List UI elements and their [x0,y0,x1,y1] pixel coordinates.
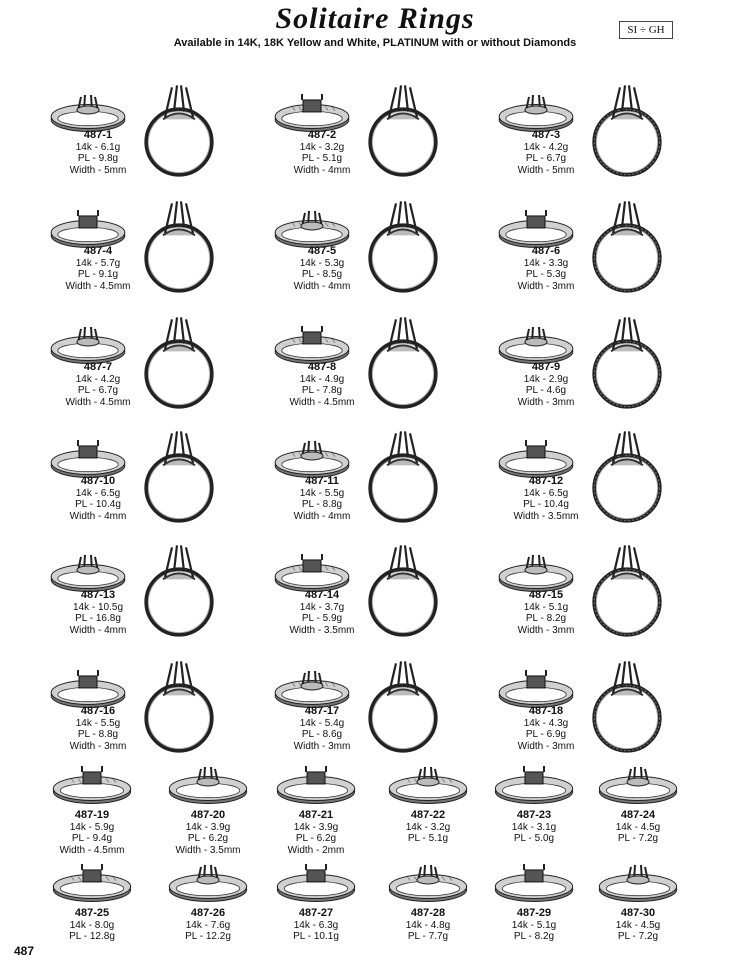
ring-caption [48,130,148,176]
ring-side-view-icon [274,858,358,904]
ring-band-width: Width - 4mm [293,510,351,522]
ring-item[interactable] [268,760,368,856]
ring-item[interactable] [496,542,696,654]
page-subtitle: Available in 14K, 18K Yellow and White, PLATINUM with or without Diamonds [173,37,577,49]
ring-platinum-weight: PL - 8.2g [525,613,567,624]
ring-caption [496,362,596,408]
ring-side-view-icon [48,204,128,250]
ring-code: 487-10 [80,475,116,487]
ring-item[interactable] [496,658,696,770]
ring-caption [272,362,372,408]
ring-side-view-icon [48,434,128,480]
ring-item[interactable] [496,198,696,310]
ring-band-width: Width - 3.5mm [289,624,355,636]
ring-platinum-weight: PL - 6.2g [187,833,229,844]
ring-code: 487-24 [620,809,656,821]
ring-14k-weight: 14k - 5.9g [69,821,115,833]
ring-item[interactable] [268,858,368,954]
page-number: 487 [14,944,35,958]
ring-platinum-weight: PL - 8.8g [77,729,119,740]
ring-caption [486,908,582,943]
ring-side-view-icon [48,320,128,366]
ring-14k-weight: 14k - 5.7g [75,257,121,269]
ring-code: 487-17 [304,705,340,717]
ring-band-width: Width - 3mm [293,740,351,752]
ring-14k-weight: 14k - 3.9g [185,821,231,833]
ring-item[interactable] [380,858,480,954]
ring-caption [48,590,148,636]
ring-side-view-icon [166,858,250,904]
ring-code: 487-29 [516,907,552,919]
ring-14k-weight: 14k - 3.2g [299,141,345,153]
ring-14k-weight: 14k - 4.2g [75,373,121,385]
ring-item[interactable] [380,760,480,856]
ring-front-view-icon [140,198,218,298]
ring-caption [496,476,596,522]
ring-code: 487-30 [620,907,656,919]
ring-platinum-weight: PL - 5.1g [301,153,343,164]
ring-side-view-icon [596,760,680,806]
ring-front-view-icon [140,428,218,528]
ring-item[interactable] [272,542,472,654]
ring-platinum-weight: PL - 8.2g [513,931,555,942]
ring-14k-weight: 14k - 3.2g [405,821,451,833]
ring-14k-weight: 14k - 3.7g [299,601,345,613]
ring-14k-weight: 14k - 3.3g [523,257,569,269]
ring-14k-weight: 14k - 5.4g [299,717,345,729]
ring-code: 487-13 [80,589,116,601]
ring-side-view-icon [272,88,352,134]
ring-side-view-icon [274,760,358,806]
ring-code: 487-12 [528,475,564,487]
ring-platinum-weight: PL - 16.8g [75,613,121,624]
page-title: Solitaire Rings [275,2,475,35]
ring-14k-weight: 14k - 5.5g [75,717,121,729]
ring-code: 487-1 [83,129,113,141]
ring-item[interactable] [160,760,260,856]
grade-badge: SI ÷ GH [619,21,673,39]
ring-front-view-icon [364,198,442,298]
ring-side-view-icon [48,88,128,134]
ring-platinum-weight: PL - 6.7g [77,385,119,396]
ring-14k-weight: 14k - 4.2g [523,141,569,153]
ring-code: 487-25 [74,907,110,919]
ring-item[interactable] [272,428,472,540]
ring-caption [160,810,256,856]
ring-item[interactable] [48,428,248,540]
ring-band-width: Width - 2mm [287,844,345,856]
ring-14k-weight: 14k - 5.3g [299,257,345,269]
ring-caption [486,810,582,845]
ring-platinum-weight: PL - 7.7g [407,931,449,942]
ring-code: 487-8 [307,361,337,373]
ring-front-view-icon [588,198,666,298]
ring-platinum-weight: PL - 7.8g [301,385,343,396]
ring-caption [590,810,686,845]
ring-side-view-icon [596,858,680,904]
ring-item[interactable] [48,658,248,770]
ring-platinum-weight: PL - 5.0g [513,833,555,844]
ring-front-view-icon [364,314,442,414]
ring-14k-weight: 14k - 8.0g [69,919,115,931]
ring-band-width: Width - 3mm [517,624,575,636]
ring-code: 487-11 [305,475,339,487]
ring-platinum-weight: PL - 9.1g [77,269,119,280]
ring-code: 487-7 [83,361,113,373]
ring-item[interactable] [486,858,586,954]
ring-platinum-weight: PL - 7.2g [617,931,659,942]
ring-14k-weight: 14k - 3.1g [511,821,557,833]
ring-front-view-icon [588,658,666,758]
ring-caption [496,706,596,752]
ring-item[interactable] [486,760,586,856]
ring-band-width: Width - 3.5mm [513,510,579,522]
ring-band-width: Width - 4mm [293,164,351,176]
ring-14k-weight: 14k - 6.1g [75,141,121,153]
ring-side-view-icon [496,320,576,366]
ring-front-view-icon [588,542,666,642]
ring-code: 487-9 [531,361,561,373]
ring-band-width: Width - 4.5mm [65,280,131,292]
ring-caption [48,476,148,522]
ring-item[interactable] [590,760,690,856]
ring-item[interactable] [272,658,472,770]
ring-front-view-icon [140,314,218,414]
ring-14k-weight: 14k - 4.5g [615,919,661,931]
ring-front-view-icon [364,542,442,642]
ring-item[interactable] [590,858,690,954]
ring-caption [48,706,148,752]
ring-front-view-icon [588,428,666,528]
ring-code: 487-22 [410,809,446,821]
ring-side-view-icon [166,760,250,806]
ring-14k-weight: 14k - 6.5g [75,487,121,499]
ring-caption [272,246,372,292]
ring-side-view-icon [386,858,470,904]
ring-band-width: Width - 3mm [517,280,575,292]
ring-item[interactable] [48,82,248,194]
ring-platinum-weight: PL - 9.4g [71,833,113,844]
ring-front-view-icon [140,542,218,642]
ring-platinum-weight: PL - 10.4g [523,499,569,510]
ring-platinum-weight: PL - 9.8g [77,153,119,164]
ring-side-view-icon [50,858,134,904]
ring-code: 487-6 [531,245,561,257]
ring-item[interactable] [44,858,144,954]
ring-caption [496,246,596,292]
ring-code: 487-19 [74,809,110,821]
ring-14k-weight: 14k - 5.1g [523,601,569,613]
ring-caption [380,810,476,845]
ring-platinum-weight: PL - 12.8g [69,931,115,942]
ring-platinum-weight: PL - 6.7g [525,153,567,164]
ring-front-view-icon [364,658,442,758]
ring-front-view-icon [140,82,218,182]
ring-code: 487-20 [190,809,226,821]
ring-band-width: Width - 3mm [517,396,575,408]
ring-14k-weight: 14k - 3.9g [293,821,339,833]
ring-front-view-icon [364,82,442,182]
ring-side-view-icon [272,320,352,366]
ring-code: 487-3 [531,129,561,141]
ring-platinum-weight: PL - 8.8g [301,499,343,510]
ring-code: 487-15 [528,589,564,601]
ring-item[interactable] [44,760,144,856]
ring-14k-weight: 14k - 4.8g [405,919,451,931]
ring-code: 487-26 [190,907,226,919]
ring-item[interactable] [160,858,260,954]
ring-14k-weight: 14k - 5.1g [511,919,557,931]
ring-front-view-icon [364,428,442,528]
ring-caption [160,908,256,943]
ring-item[interactable] [496,428,696,540]
ring-item[interactable] [48,198,248,310]
ring-band-width: Width - 4.5mm [289,396,355,408]
ring-code: 487-5 [307,245,337,257]
ring-platinum-weight: PL - 10.1g [293,931,339,942]
ring-item[interactable] [272,314,472,426]
ring-code: 487-21 [298,809,334,821]
ring-14k-weight: 14k - 6.3g [293,919,339,931]
ring-band-width: Width - 4mm [293,280,351,292]
ring-caption [272,130,372,176]
ring-caption [496,130,596,176]
ring-side-view-icon [496,664,576,710]
ring-band-width: Width - 3mm [517,740,575,752]
ring-item[interactable] [496,82,696,194]
ring-platinum-weight: PL - 4.6g [525,385,567,396]
ring-code: 487-2 [307,129,337,141]
ring-caption [380,908,476,943]
ring-side-view-icon [48,664,128,710]
ring-caption [268,908,364,943]
ring-caption [496,590,596,636]
ring-caption [44,908,140,943]
ring-14k-weight: 14k - 2.9g [523,373,569,385]
ring-band-width: Width - 4mm [69,624,127,636]
ring-code: 487-18 [528,705,564,717]
ring-item[interactable] [272,82,472,194]
ring-front-view-icon [588,82,666,182]
ring-code: 487-23 [516,809,552,821]
ring-caption [272,706,372,752]
ring-caption [272,590,372,636]
ring-band-width: Width - 5mm [517,164,575,176]
ring-side-view-icon [272,548,352,594]
ring-caption [590,908,686,943]
ring-14k-weight: 14k - 7.6g [185,919,231,931]
ring-14k-weight: 14k - 10.5g [72,601,124,613]
ring-caption [48,246,148,292]
ring-side-view-icon [496,88,576,134]
ring-platinum-weight: PL - 12.2g [185,931,231,942]
ring-band-width: Width - 3mm [69,740,127,752]
ring-item[interactable] [496,314,696,426]
ring-platinum-weight: PL - 5.3g [525,269,567,280]
ring-side-view-icon [496,434,576,480]
ring-front-view-icon [140,658,218,758]
ring-platinum-weight: PL - 5.9g [301,613,343,624]
ring-14k-weight: 14k - 4.5g [615,821,661,833]
ring-band-width: Width - 4.5mm [65,396,131,408]
ring-side-view-icon [48,548,128,594]
ring-platinum-weight: PL - 10.4g [75,499,121,510]
ring-band-width: Width - 5mm [69,164,127,176]
ring-14k-weight: 14k - 4.9g [299,373,345,385]
ring-side-view-icon [272,664,352,710]
ring-14k-weight: 14k - 5.5g [299,487,345,499]
ring-side-view-icon [496,204,576,250]
ring-14k-weight: 14k - 4.3g [523,717,569,729]
ring-side-view-icon [386,760,470,806]
ring-side-view-icon [492,858,576,904]
ring-code: 487-16 [80,705,116,717]
ring-code: 487-27 [298,907,334,919]
ring-front-view-icon [588,314,666,414]
ring-item[interactable] [48,542,248,654]
ring-platinum-weight: PL - 8.5g [301,269,343,280]
ring-platinum-weight: PL - 8.6g [301,729,343,740]
ring-platinum-weight: PL - 5.1g [407,833,449,844]
ring-platinum-weight: PL - 7.2g [617,833,659,844]
ring-caption [272,476,372,522]
ring-code: 487-28 [410,907,446,919]
ring-platinum-weight: PL - 6.2g [295,833,337,844]
ring-caption [44,810,140,856]
ring-caption [48,362,148,408]
ring-side-view-icon [496,548,576,594]
ring-band-width: Width - 4.5mm [59,844,125,856]
ring-band-width: Width - 3.5mm [175,844,241,856]
ring-platinum-weight: PL - 6.9g [525,729,567,740]
ring-caption [268,810,364,856]
ring-code: 487-4 [83,245,113,257]
ring-side-view-icon [50,760,134,806]
ring-side-view-icon [272,434,352,480]
ring-item[interactable] [272,198,472,310]
ring-item[interactable] [48,314,248,426]
ring-code: 487-14 [304,589,340,601]
ring-side-view-icon [492,760,576,806]
ring-side-view-icon [272,204,352,250]
ring-14k-weight: 14k - 6.5g [523,487,569,499]
ring-band-width: Width - 4mm [69,510,127,522]
